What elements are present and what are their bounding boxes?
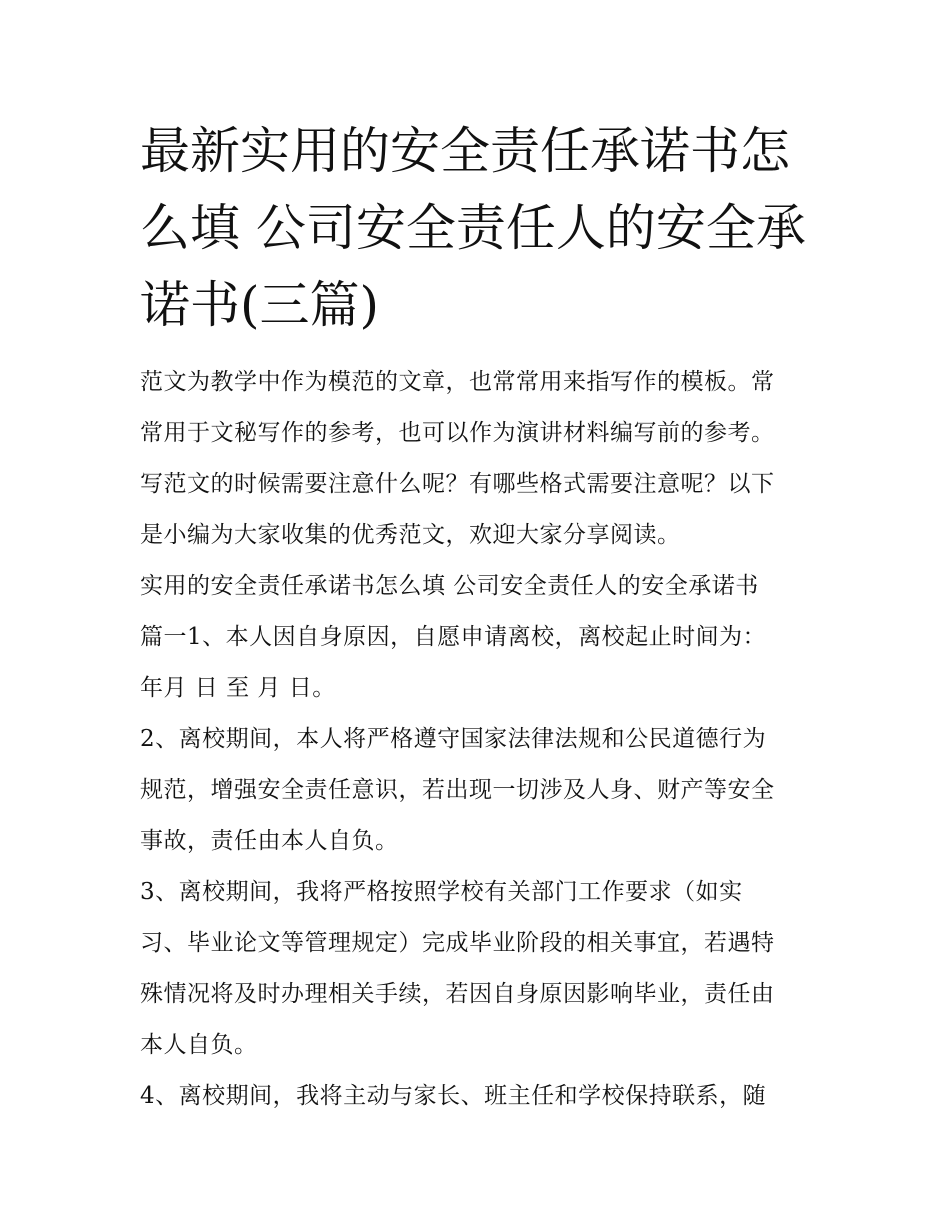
body-line: 习、毕业论文等管理规定）完成毕业阶段的相关事宜，若遇特 xyxy=(140,930,775,956)
body-line: 写范文的时候需要注意什么呢？有哪些格式需要注意呢？以下 xyxy=(140,471,775,497)
body-line: 本人自负。 xyxy=(140,1032,258,1058)
title-line: 么填 公司安全责任人的安全承 xyxy=(140,199,806,257)
body-line: 实用的安全责任承诺书怎么填 公司安全责任人的安全承诺书 xyxy=(140,573,759,599)
body-line: 殊情况将及时办理相关手续，若因自身原因影响毕业，责任由 xyxy=(140,981,775,1007)
body-line: 范文为教学中作为模范的文章，也常常用来指写作的模板。常 xyxy=(140,369,775,395)
body-line: 篇一1、本人因自身原因，自愿申请离校，离校起止时间为： xyxy=(140,624,767,650)
title-line: 诺书(三篇) xyxy=(140,276,380,334)
title-line: 最新实用的安全责任承诺书怎 xyxy=(140,122,790,180)
body-line: 4、离校期间，我将主动与家长、班主任和学校保持联系，随 xyxy=(140,1083,767,1109)
body-line: 2、离校期间，本人将严格遵守国家法律法规和公民道德行为 xyxy=(140,726,767,752)
body-line: 3、离校期间，我将严格按照学校有关部门工作要求（如实 xyxy=(140,879,743,905)
body-line: 事故，责任由本人自负。 xyxy=(140,828,399,854)
body-line: 常用于文秘写作的参考，也可以作为演讲材料编写前的参考。 xyxy=(140,420,775,446)
body-line: 是小编为大家收集的优秀范文，欢迎大家分享阅读。 xyxy=(140,522,681,548)
body-line: 年月 日 至 月 日。 xyxy=(140,675,336,701)
body-line: 规范，增强安全责任意识，若出现一切涉及人身、财产等安全 xyxy=(140,777,775,803)
document-title xyxy=(140,113,820,344)
document-body xyxy=(140,357,820,1122)
